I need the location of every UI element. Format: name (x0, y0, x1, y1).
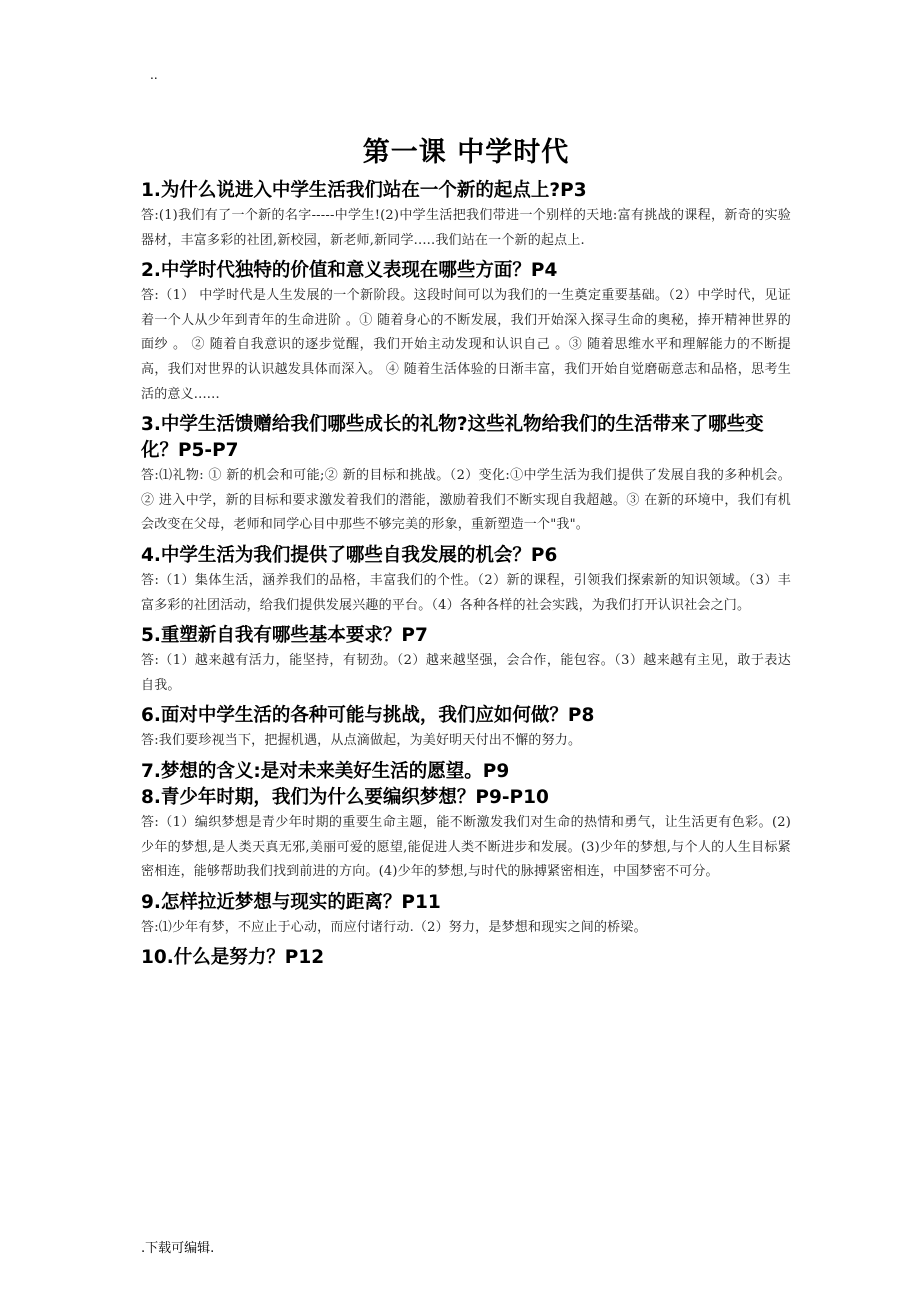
question-5: 5.重塑新自我有哪些基本要求？P7 (141, 625, 428, 647)
question-7: 7.梦想的含义:是对未来美好生活的愿望。P9 (141, 760, 510, 782)
header-mark: .. (150, 68, 158, 82)
answer-5: 答:（1）越来越有活力，能坚持，有韧劲。（2）越来越坚强，会合作，能包容。（3）越来越有主见，敢于表达自我。 (141, 653, 791, 693)
page-title: 第一课 中学时代 (362, 137, 570, 168)
answer-2: 答:（1） 中学时代是人生发展的一个新阶段。这段时间可以为我们的一生奠定重要基础。（2）中学时代，见证着一个人从少年到青年的生命进阶 。① 随着身心的不断发展，我们开始深入探寻生命的奥秘，捧开精神世界的面纱 。 ② 随着自我意识的逐步觉醒，我们开始主动发现和认识自己 。③ 随着思维水平和理解能力的不断提高，我们对世界的认识越发具体而深入。 ④ 随着生活体验的日渐丰富，我们开始自觉磨砺意志和品格，思考生活的意义...... (141, 288, 791, 402)
answer-6: 答:我们要珍视当下，把握机遇，从点滴做起，为美好明天付出不懈的努力。 (141, 733, 582, 749)
answer-8: 答:（1）编织梦想是青少年时期的重要生命主题，能不断激发我们对生命的热情和勇气，让生活更有色彩。(2)少年的梦想,是人类天真无邪,美丽可爱的愿望,能促进人类不断进步和发展。(3)少年的梦想,与个人的人生目标紧密相连，能够帮助我们找到前进的方向。(4)少年的梦想,与时代的脉搏紧密相连，中国梦密不可分。 (141, 814, 791, 880)
answer-9: 答:⑴少年有梦，不应止于心动，而应付诸行动.（2）努力，是梦想和现实之间的桥梁。 (141, 919, 647, 935)
answer-4: 答:（1）集体生活，涵养我们的品格，丰富我们的个性。（2）新的课程，引领我们探索新的知识领域。（3）丰富多彩的社团活动，给我们提供发展兴趣的平台。（4）各种各样的社会实践，为我们打开认识社会之门。 (141, 572, 791, 613)
question-2: 2.中学时代独特的价值和意义表现在哪些方面？P4 (141, 260, 558, 282)
footer-mark: .下载可编辑. (141, 1241, 215, 1256)
question-9: 9.怎样拉近梦想与现实的距离？P11 (141, 891, 441, 913)
question-3: 3.中学生活馈赠给我们哪些成长的礼物?这些礼物给我们的生活带来了哪些变化？P5-P7 (141, 414, 764, 462)
question-6: 6.面对中学生活的各种可能与挑战，我们应如何做？P8 (141, 705, 595, 727)
answer-3: 答:⑴礼物: ① 新的机会和可能;② 新的目标和挑战。（2）变化:①中学生活为我们提供了发展自我的多种机会。② 进入中学，新的目标和要求激发着我们的潜能，激励着我们不断实现自我超越。③ 在新的环境中，我们有机会改变在父母，老师和同学心目中那些不够完美的形象，重新塑造一个"我"。 (141, 468, 791, 533)
question-8: 8.青少年时期，我们为什么要编织梦想？P9-P10 (141, 786, 549, 808)
question-4: 4.中学生活为我们提供了哪些自我发展的机会？P6 (141, 544, 558, 566)
answer-1: 答:(1)我们有了一个新的名字-----中学生!(2)中学生活把我们带进一个别样的天地:富有挑战的课程，新奇的实验器材，丰富多彩的社团,新校园，新老师,新同学.....我们站在一个新的起点上. (141, 208, 791, 248)
document-body (141, 136, 791, 971)
question-10: 10.什么是努力？P12 (141, 947, 325, 969)
question-1: 1.为什么说进入中学生活我们站在一个新的起点上?P3 (141, 180, 587, 201)
